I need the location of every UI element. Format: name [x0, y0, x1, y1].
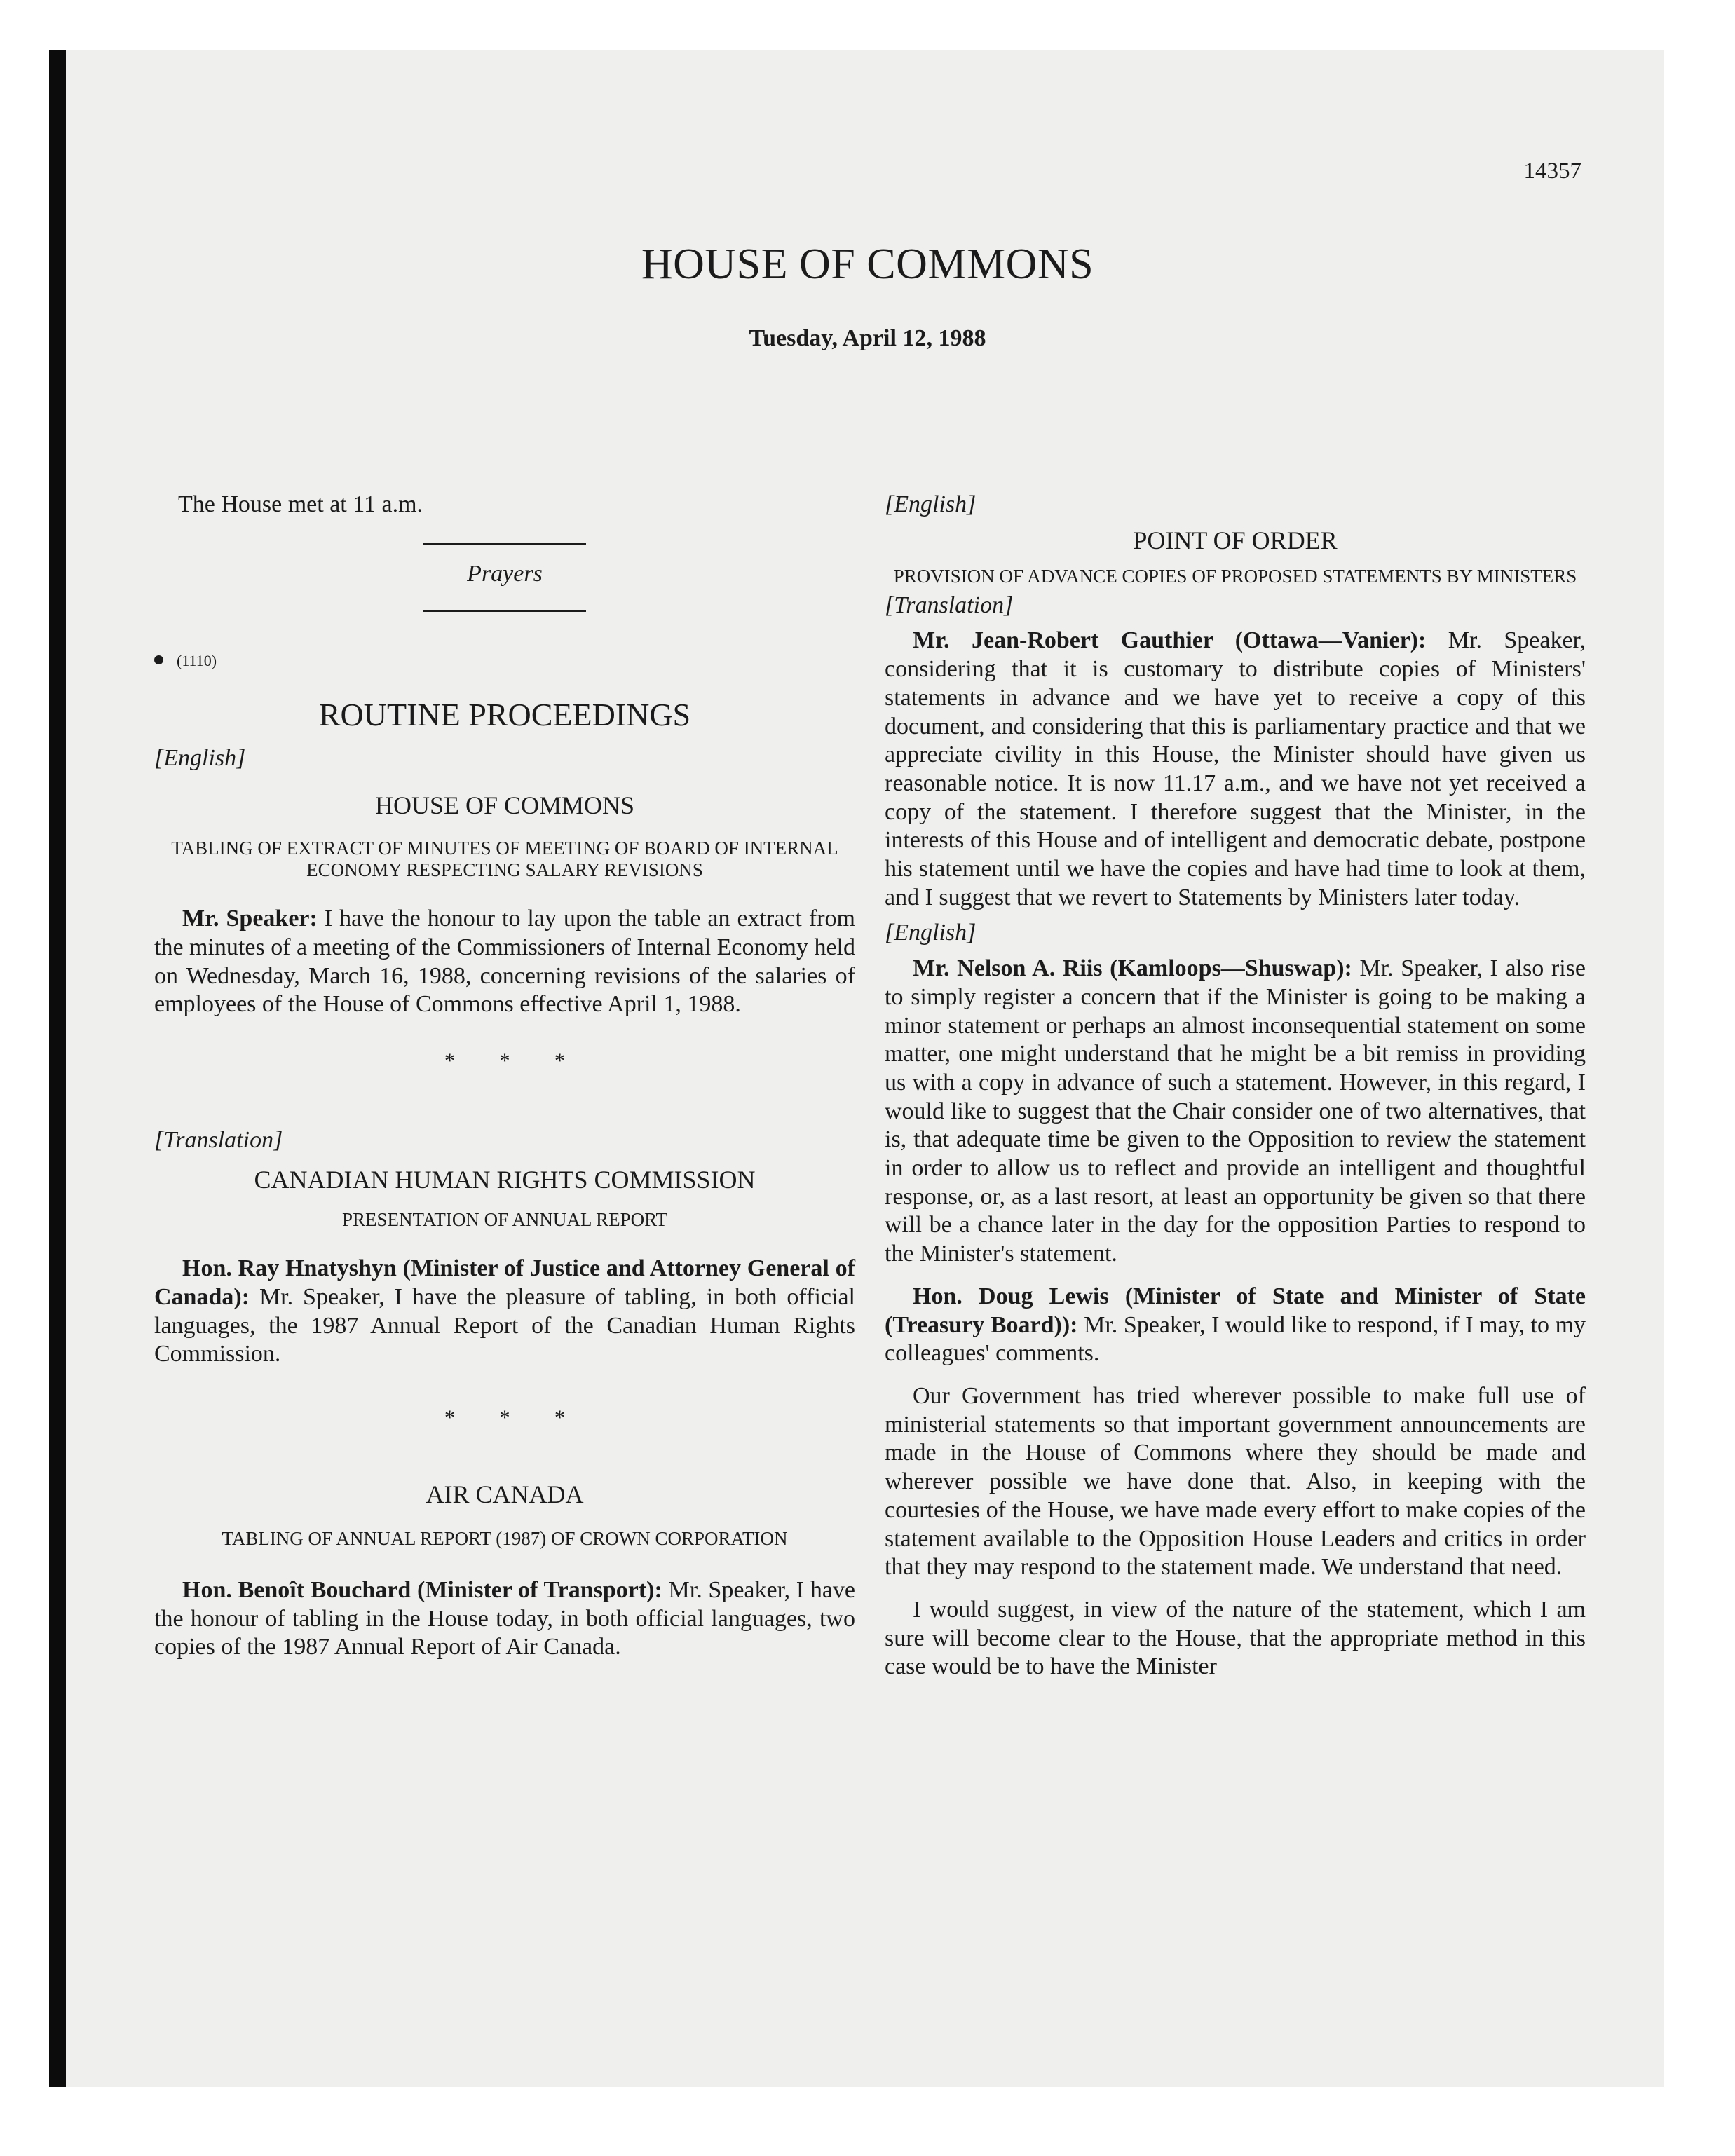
speaker-name: Hon. Ray Hnatyshyn (Minister of Justice and Attorney General of Canada): [154, 1255, 855, 1311]
scan-edge [49, 50, 66, 2087]
speech-paragraph [154, 905, 855, 1019]
section-heading: CANADIAN HUMAN RIGHTS COMMISSION [254, 1166, 756, 1194]
speech-text: Mr. Speaker, I have the pleasure of tabling, in both official languages, the 1987 Annual Report of the Canadian Human Rights Commission. [154, 1284, 855, 1367]
speech-paragraph: I would suggest, in view of the nature of the statement, which I am sure will become clear to the House, that the appropriate method in this case would be to have the Minister [885, 1596, 1586, 1680]
speaker-name: Hon. Doug Lewis (Minister of State and Minister of State (Treasury Board)): [885, 1283, 1586, 1338]
speech-text: I have the honour to lay upon the table an extract from the minutes of a meeting of the Commissioners of Internal Economy held on Wednesday, March 16, 1988, concerning revisions of the salaries of employees of the House of Commons effective April 1, 1988. [154, 906, 855, 1018]
speech-text: Mr. Speaker, I have the honour of tabling in the House today, in both official languages, two copies of the 1987 Annual Report of Air Canada. [154, 1576, 855, 1660]
bullet-icon [154, 655, 163, 664]
language-tag: [Translation] [885, 592, 1014, 618]
section-subheading: TABLING OF ANNUAL REPORT (1987) OF CROWN CORPORATION [222, 1527, 788, 1549]
section-heading: AIR CANADA [426, 1480, 584, 1508]
section-subheading: PRESENTATION OF ANNUAL REPORT [342, 1209, 667, 1231]
language-tag: [English] [885, 920, 977, 946]
speech-text: Mr. Speaker, I would like to respond, if I may, to my colleagues' comments. [885, 1311, 1586, 1367]
right-column [885, 491, 1586, 1681]
time-marker-label: (1110) [177, 652, 217, 670]
house-met-line: The House met at 11 a.m. [178, 491, 423, 517]
section-heading: POINT OF ORDER [1133, 526, 1338, 554]
section-separator: * * * [444, 1049, 585, 1072]
language-tag: [English] [885, 491, 977, 517]
section-subheading: TABLING OF EXTRACT OF MINUTES OF MEETING OF BOARD OF INTERNAL ECONOMY RESPECTING SALARY REVISIONS [171, 838, 838, 881]
language-tag: [English] [154, 745, 246, 772]
speech-paragraph [885, 1283, 1586, 1368]
page-number: 14357 [1523, 158, 1581, 184]
section-separator: * * * [444, 1406, 585, 1430]
speaker-name: Mr. Speaker: [182, 906, 318, 932]
prayers-label: Prayers [467, 560, 543, 587]
section-subheading: PROVISION OF ADVANCE COPIES OF PROPOSED STATEMENTS BY MINISTERS [893, 565, 1577, 587]
speech-paragraph: Our Government has tried wherever possible to make full use of ministerial statements so that important government announcements are made in the House of Commons where they should be made and wherever possible we have done that. Also, in keeping with the courtesies of the House, we have made every effort to make copies of the statement available to the Opposition House Leaders and critics in order that they may respond to the statement made. We understand that need. [885, 1382, 1586, 1581]
speech-text: Mr. Speaker, I also rise to simply register a concern that if the Minister is going to be making a minor statement or perhaps an almost inconsequential statement on some matter, one might understand that he might be a bit remiss in providing us with a copy in advance of such a statement. However, in this regard, I would like to suggest that the Chair consider one of two alternatives, that is, that adequate time be given to the Opposition to review the statement in order to allow us to reflect and provide an intelligent and thoughtful response, or, as a last resort, at least an opportunity be given so that there will be a chance later in the day for the opposition Parties to respond to the Minister's statement. [885, 955, 1586, 1267]
speaker-name: Hon. Benoît Bouchard (Minister of Transport): [182, 1576, 662, 1603]
speech-paragraph [154, 1255, 855, 1369]
speaker-name: Mr. Jean-Robert Gauthier (Ottawa—Vanier): [913, 627, 1427, 654]
time-marker [154, 651, 855, 671]
speech-paragraph [885, 627, 1586, 912]
speech-paragraph [885, 955, 1586, 1269]
speech-paragraph [154, 1576, 855, 1662]
speech-text: Mr. Speaker, considering that it is customary to distribute copies of Ministers' statements in advance and we have yet to receive a copy of this document, and considering that this is parliamentary practice and that we appreciate civility in this House, the Minister should have given us reasonable notice. It is now 11.17 a.m., and we have not yet received a copy of the statement. I therefore suggest that the Minister, in the interests of this House and of intelligent and democratic debate, postpone his statement until we have the copies and have had time to look at them, and I suggest that we revert to Statements by Ministers later today. [885, 627, 1586, 910]
page-title: HOUSE OF COMMONS [641, 240, 1094, 288]
section-heading-routine: ROUTINE PROCEEDINGS [318, 697, 691, 733]
sitting-date: Tuesday, April 12, 1988 [749, 325, 986, 351]
left-column [154, 491, 855, 1662]
section-heading: HOUSE OF COMMONS [374, 791, 635, 820]
language-tag: [Translation] [154, 1126, 283, 1153]
speaker-name: Mr. Nelson A. Riis (Kamloops—Shuswap): [913, 955, 1352, 982]
